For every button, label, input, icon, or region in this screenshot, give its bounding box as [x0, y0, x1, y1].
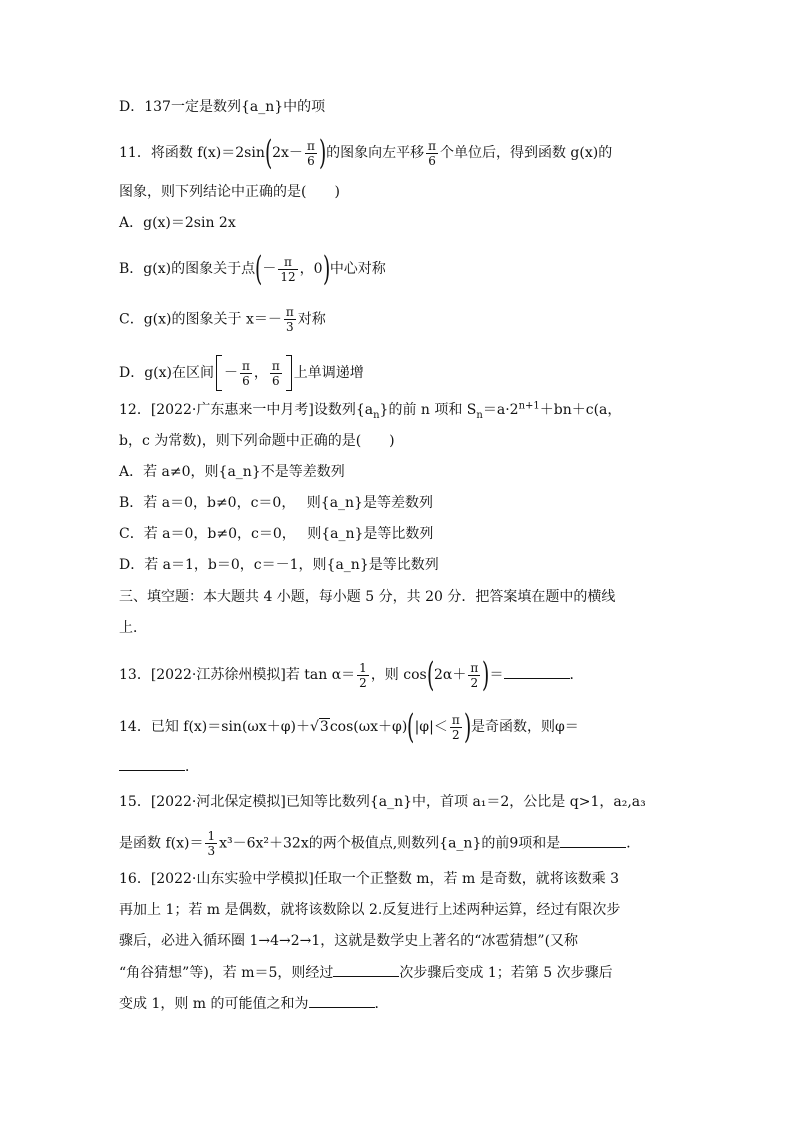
- q13: 13．[2022·江苏徐州模拟]若 tan α＝ $\frac{1}{2}$ ，则 cos(2α＋ $\frac{\pi}{2}$ )＝ ．: [119, 655, 584, 695]
- q12-option-c: C．若 a＝0，b≠0，c＝0， 则{a_n}是等比数列: [119, 526, 434, 542]
- q12-option-a: A．若 a≠0，则{a_n}不是等差数列: [119, 464, 345, 480]
- q12-stem-line1: 12．[2022·广东惠来一中月考]设数列$\{a_n\}$的前 n 项和 $S_n=a\cdot 2^{n+1}+bn+c(a$，: [119, 400, 622, 421]
- answer-blank[interactable]: [119, 756, 185, 771]
- q15-line2: 是函数 f(x)＝ $\frac{1}{3}$ x³－6x²＋32x的两个极值点,则数列{a_n}的前9项和是 ．: [119, 829, 641, 858]
- answer-blank[interactable]: [504, 664, 570, 679]
- q16-line1: 16．[2022·山东实验中学模拟]任取一个正整数 m，若 m 是奇数，就将该数乘 3: [119, 871, 620, 887]
- q16-line2: 再加上 1；若 m 是偶数，就将该数除以 2.反复进行上述两种运算，经过有限次步: [119, 902, 621, 918]
- q10-option-d: D．137一定是数列{a_n}中的项: [119, 99, 326, 115]
- sqrt: √3: [309, 719, 329, 735]
- q14-line2: ．: [119, 756, 694, 777]
- fraction: $\frac{\pi}{2}$: [451, 712, 460, 742]
- q16-line3: 骤后，必进入循环圈 1→4→2→1，这就是数学史上著名的“冰雹猜想”(又称: [119, 933, 579, 949]
- q11-option-d: D．g(x)在区间 － $\frac{\pi}{6}$ ， $\frac{\pi}{6}$ 上单调递增: [119, 355, 694, 391]
- fraction: $\frac{\pi}{6}$: [306, 138, 315, 168]
- q16-line5: 变成 1，则 m 的可能值之和为 ．: [119, 993, 694, 1014]
- answer-blank[interactable]: [309, 993, 375, 1008]
- section-heading-line2: 上．: [119, 620, 147, 636]
- q15-line1: 15．[2022·河北保定模拟]已知等比数列{a_n}中，首项 a₁＝2，公比是 q>1，a₂,a₃: [119, 794, 646, 810]
- fraction: $\frac{\pi}{2}$: [470, 660, 479, 690]
- fraction: $\frac{\pi}{3}$: [285, 305, 294, 334]
- q11-stem-line1: 11．将函数 f(x)＝2sin(2x－ $\frac{\pi}{6}$ )的图象向左平移 $\frac{\pi}{6}$ 个单位后，得到函数 g(x)的: [119, 133, 613, 173]
- q12-option-b: B．若 a＝0，b≠0，c＝0， 则{a_n}是等差数列: [119, 495, 433, 511]
- section-heading-line1: 三、填空题：本大题共 4 小题，每小题 5 分，共 20 分．把答案填在题中的横线: [119, 589, 616, 605]
- fraction: $\frac{\pi}{6}$: [242, 358, 250, 388]
- fraction: $\frac{\pi}{12}$: [280, 254, 296, 284]
- fraction: $\frac{\pi}{6}$: [271, 358, 280, 388]
- q14-line1: 14．已知 f(x)＝sin(ωx＋φ)＋√3cos(ωx＋φ)(|φ|＜ $\frac{\pi}{2}$ )是奇函数，则φ＝: [119, 707, 579, 747]
- fraction: $\frac{\pi}{6}$: [428, 138, 436, 168]
- answer-blank[interactable]: [333, 962, 399, 977]
- q12-option-d: D．若 a＝1，b＝0，c＝－1，则{a_n}是等比数列: [119, 557, 439, 573]
- q11-stem-line2: 图象，则下列结论中正确的是( ): [119, 184, 340, 200]
- fraction: $\frac{1}{3}$: [207, 829, 216, 858]
- q11-option-b: B．g(x)的图象关于点(－ $\frac{\pi}{12}$ ，0)中心对称: [119, 249, 386, 289]
- q16-line4: “角谷猜想”等)，若 m＝5，则经过 次步骤后变成 1；若第 5 次步骤后: [119, 962, 694, 983]
- fraction: $\frac{1}{2}$: [359, 660, 367, 690]
- q11-option-a: A．g(x)＝2sin 2x: [119, 215, 236, 231]
- q12-stem-line2: b，c 为常数)，则下列命题中正确的是( ): [119, 433, 395, 449]
- q11-option-c: C．g(x)的图象关于 x＝－ $\frac{\pi}{3}$ 对称: [119, 305, 326, 334]
- answer-blank[interactable]: [560, 833, 626, 848]
